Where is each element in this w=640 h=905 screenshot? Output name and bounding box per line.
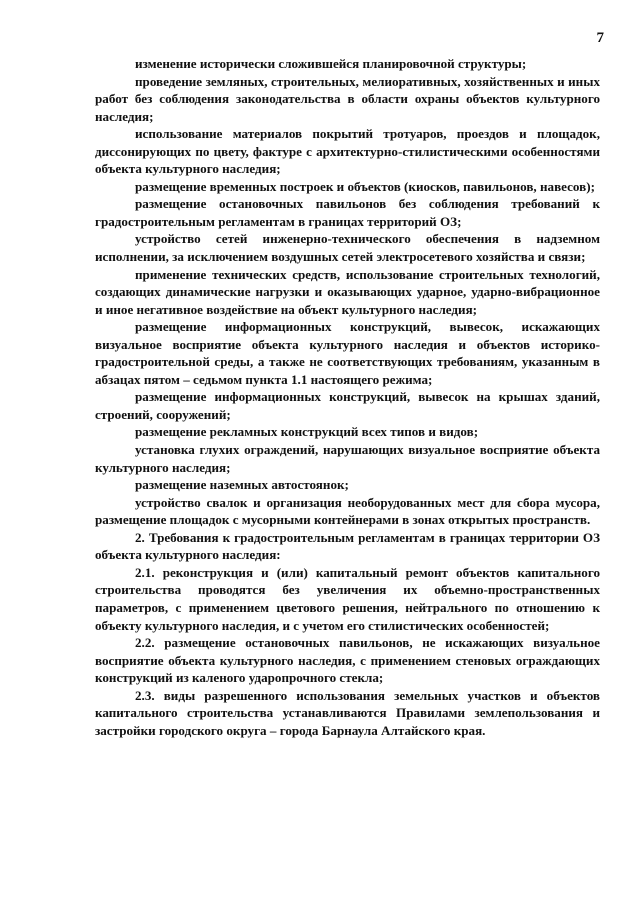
paragraph: проведение земляных, строительных, мелиоративных, хозяйственных и иных работ без соблюдения законодательства в области охраны объектов культурного наследия; [95,73,600,124]
paragraph: размещение информационных конструкций, вывесок, искажающих визуальное восприятие объекта культурного наследия и объектов историко-градостроительной среды, а также не соответствующих требованиям, указанным в абзацах пятом – седьмом пункта 1.1 настоящего режима; [95,319,600,387]
paragraph: размещение наземных автостоянок; [135,477,349,493]
paragraph: изменение исторически сложившейся планировочной структуры; [135,56,527,71]
paragraph: применение технических средств, использование строительных технологий, создающих динамические нагрузки и оказывающих ударное, ударно-вибрационное и иное негативное воздействие на объект культурного наследия; [95,266,600,317]
paragraph: 2.3. виды разрешенного использования земельных участков и объектов капитального строительства устанавливаются Правилами землепользования и застройки городского округа – города Барнаула Алтайского края. [95,687,600,738]
paragraph: размещение рекламных конструкций всех типов и видов; [135,424,479,440]
page-number: 7 [596,30,604,46]
paragraph: 2.1. реконструкция и (или) капитальный ремонт объектов капитального строительства проводятся без увеличения их объемно-пространственных параметров, с применением цветового решения, нейтрального по отношению к объекту культурного наследия, и с учетом его стилистических особенностей; [95,564,600,633]
paragraph: размещение остановочных павильонов без соблюдения требований к градостроительным регламентам в границах территорий ОЗ; [95,196,600,229]
paragraph: использование материалов покрытий тротуаров, проездов и площадок, диссонирующих по цвету, фактуре с архитектурно-стилистическими особенностями объекта культурного наследия; [95,126,600,177]
paragraph: установка глухих ограждений, нарушающих визуальное восприятие объекта культурного наследия; [95,442,600,475]
paragraph: устройство сетей инженерно-технического обеспечения в надземном исполнении, за исключением воздушных сетей электросетевого хозяйства и связи; [95,231,600,265]
paragraph: размещение временных построек и объектов (киосков, павильонов, навесов); [135,178,595,194]
paragraph: размещение информационных конструкций, вывесок на крышах зданий, строений, сооружений; [95,389,600,422]
document-body [95,55,600,739]
section-heading: 2. Требования к градостроительным регламентам в границах территории ОЗ объекта культурного наследия: [95,529,600,563]
paragraph: устройство свалок и организация необорудованных мест для сбора мусора, размещение площадок с мусорными контейнерами в зонах открытых пространств. [95,494,600,528]
paragraph: 2.2. размещение остановочных павильонов, не искажающих визуальное восприятие объекта культурного наследия, с применением стеновых ограждающих конструкций из каленого ударопрочного стекла; [95,635,600,686]
